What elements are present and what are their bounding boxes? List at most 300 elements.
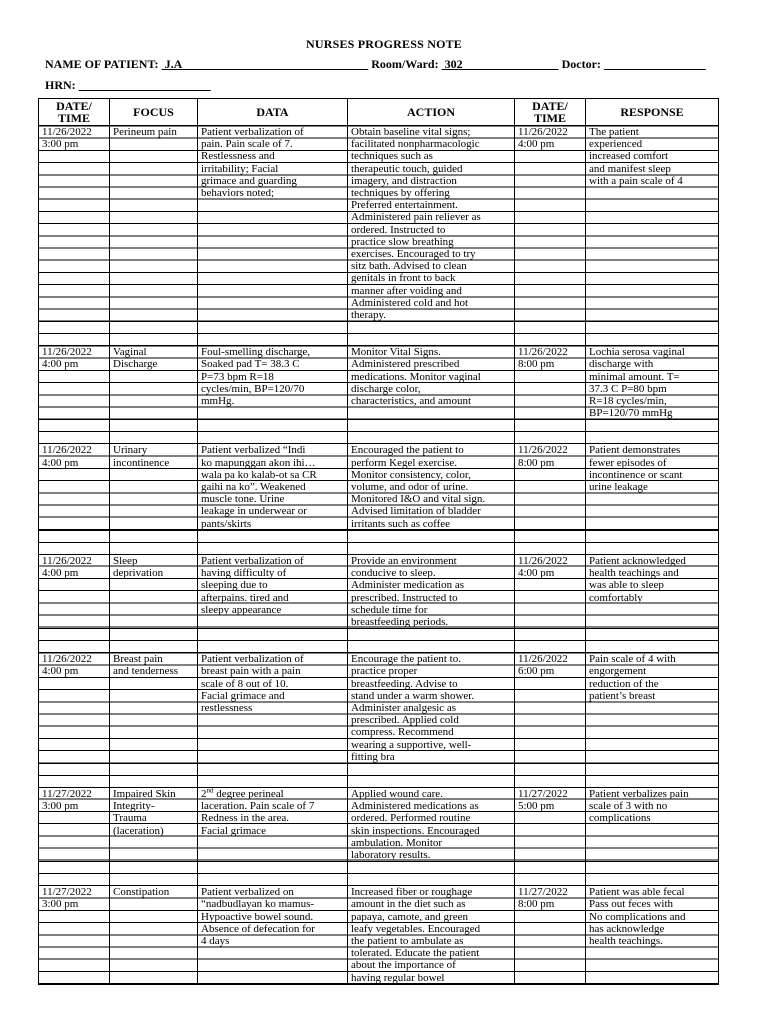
cell-text-line: imagery, and distraction — [351, 174, 457, 187]
blank-row — [39, 874, 719, 886]
entry-focus[interactable] — [110, 126, 198, 322]
cell-text-line: Encourage the patient to. — [351, 653, 461, 666]
blank-cell[interactable] — [198, 322, 348, 334]
blank-row — [39, 763, 719, 775]
cell-text-line: 11/26/2022 — [42, 554, 92, 567]
cell-text-line: Increased fiber or roughage — [351, 886, 473, 899]
patient-info-line — [45, 57, 706, 72]
cell-text-line: 4:00 pm — [42, 456, 79, 469]
entry-date-time[interactable] — [39, 346, 110, 420]
blank-cell[interactable] — [110, 775, 198, 787]
cell-text-line: ordered. Instructed to — [351, 223, 446, 236]
cell-text-line: The patient — [589, 126, 639, 138]
doctor-label: Doctor: — [561, 57, 601, 71]
cell-text-line: tolerated. Educate the patient — [351, 947, 480, 960]
cell-text-line: having difficulty of — [201, 567, 287, 580]
cell-text-line: wearing a supportive, well- — [351, 738, 472, 751]
entry-action[interactable] — [348, 444, 515, 530]
cell-text-line: Discharge — [113, 358, 158, 371]
cell-text-line: 3:00 pm — [42, 800, 79, 813]
cell-text-line: Encouraged the patient to — [351, 444, 464, 457]
blank-cell[interactable] — [515, 629, 586, 641]
table-row — [39, 444, 719, 530]
cell-text-line: manner after voiding and — [351, 284, 462, 297]
cell-text-line: irritants such as coffee — [351, 517, 451, 530]
cell-text-line: R=18 cycles/min, — [589, 395, 667, 408]
cell-text-line: Patient verbalization of — [201, 126, 304, 138]
cell-text-line: amount in the diet such as — [351, 898, 466, 911]
entry-response-date-time[interactable] — [515, 126, 586, 322]
cell-text-line: has acknowledge — [589, 922, 665, 935]
blank-cell[interactable] — [586, 542, 719, 554]
cell-text-line: Restlessness and — [201, 150, 275, 163]
cell-text-line: skin inspections. Encouraged — [351, 824, 480, 837]
cell-text-line: compress. Recommend — [351, 726, 454, 739]
entry-action[interactable] — [348, 554, 515, 628]
blank-cell[interactable] — [515, 862, 586, 874]
cell-text-line: restlessness — [201, 701, 253, 714]
cell-text-line: sitz bath. Advised to clean — [351, 260, 467, 273]
cell-text-line: 11/27/2022 — [42, 787, 92, 800]
cell-text-line: 11/26/2022 — [518, 554, 568, 567]
cell-text-line: Absence of defecation for — [201, 922, 315, 935]
cell-text-line: engorgement — [589, 665, 647, 678]
document-title: NURSES PROGRESS NOTE — [305, 37, 463, 51]
cell-text-line: and tenderness — [113, 665, 179, 678]
entry-action[interactable] — [348, 653, 515, 764]
column-header-response-date-time: DATE/ TIME — [515, 99, 586, 126]
entry-data[interactable] — [198, 126, 348, 322]
blank-cell[interactable] — [39, 862, 110, 874]
entry-focus[interactable] — [110, 444, 198, 530]
cell-text-line: pants/skirts — [201, 517, 252, 530]
entry-date-time[interactable] — [39, 886, 110, 985]
entry-response-date-time[interactable] — [515, 444, 586, 530]
cell-text-line: Administer analgesic as — [351, 701, 457, 714]
cell-text-line: Pain scale of 4 with — [589, 653, 676, 666]
cell-text-line: Urinary — [113, 444, 148, 457]
blank-cell[interactable] — [586, 862, 719, 874]
cell-text-line: Administered prescribed — [351, 358, 460, 371]
blank-cell[interactable] — [348, 641, 515, 653]
blank-cell[interactable] — [198, 641, 348, 653]
column-header-action: ACTION — [348, 99, 515, 126]
cell-text-line: P=73 bpm R=18 — [201, 370, 274, 383]
blank-cell[interactable] — [586, 874, 719, 886]
blank-cell[interactable] — [586, 763, 719, 775]
blank-cell[interactable] — [348, 432, 515, 444]
blank-cell[interactable] — [515, 874, 586, 886]
cell-text-line: minimal amount. T= — [589, 370, 680, 383]
cell-text-line: wala pa ko kalab-ot sa CR — [201, 468, 317, 481]
cell-text-line: Preferred entertainment. — [351, 199, 458, 212]
cell-text-line: prescribed. Instructed to — [351, 591, 458, 604]
cell-text-line: prescribed. Applied cold — [351, 714, 459, 727]
cell-text-line: Integrity- — [113, 800, 155, 813]
cell-text-line: ko mapunggan akon ihi… — [201, 456, 316, 469]
cell-text-line: Perineum pain — [113, 126, 177, 138]
entry-data[interactable] — [198, 886, 348, 985]
cell-text-line: sleepy appearance — [201, 603, 282, 616]
blank-cell[interactable] — [198, 530, 348, 542]
blank-cell[interactable] — [586, 334, 719, 346]
column-header-date-time: DATE/ TIME — [39, 99, 110, 126]
cell-text-line: 11/26/2022 — [518, 126, 568, 138]
room-ward-label: Room/Ward: — [371, 57, 439, 71]
cell-text-line: 4:00 pm — [42, 665, 79, 678]
entry-date-time[interactable] — [39, 554, 110, 628]
cell-text-line: discharge with — [589, 358, 654, 371]
entry-response[interactable] — [586, 787, 719, 861]
cell-text-line: Trauma — [113, 812, 147, 825]
cell-text-line: 6:00 pm — [518, 665, 555, 678]
blank-cell[interactable] — [39, 775, 110, 787]
cell-text-line: pain. Pain scale of 7. — [201, 138, 293, 151]
cell-text-line: Patient acknowledged — [589, 554, 686, 567]
cell-text-line: incontinence or scant — [589, 468, 683, 481]
table-row — [39, 787, 719, 861]
blank-cell[interactable] — [515, 530, 586, 542]
blank-cell[interactable] — [348, 322, 515, 334]
cell-text-line: Provide an environment — [351, 554, 457, 567]
cell-text-line: Obtain baseline vital signs; — [351, 126, 471, 138]
blank-row — [39, 334, 719, 346]
blank-cell[interactable] — [348, 420, 515, 432]
entry-response[interactable] — [586, 346, 719, 420]
blank-cell[interactable] — [348, 530, 515, 542]
column-header-response: RESPONSE — [586, 99, 719, 126]
cell-text-line: Redness in the area. — [201, 812, 289, 825]
table-header-row — [39, 99, 719, 126]
cell-text-line: breast pain with a pain — [201, 665, 301, 678]
entry-response[interactable] — [586, 444, 719, 530]
cell-text-line: 11/27/2022 — [518, 886, 568, 899]
cell-text-line: Patient was able fecal — [589, 886, 685, 899]
cell-text-line: laceration. Pain scale of 7 — [201, 800, 315, 813]
blank-row — [39, 641, 719, 653]
blank-cell[interactable] — [39, 322, 110, 334]
cell-text-line: 4:00 pm — [518, 567, 555, 580]
blank-cell[interactable] — [110, 420, 198, 432]
entry-action[interactable] — [348, 126, 515, 322]
column-header-focus: FOCUS — [110, 99, 198, 126]
blank-cell[interactable] — [110, 629, 198, 641]
blank-cell[interactable] — [586, 420, 719, 432]
column-header-data: DATA — [198, 99, 348, 126]
cell-text-line: practice proper — [351, 665, 418, 678]
entry-response-date-time[interactable] — [515, 886, 586, 985]
cell-text-line: leafy vegetables. Encouraged — [351, 922, 481, 935]
blank-row — [39, 629, 719, 641]
blank-cell[interactable] — [198, 862, 348, 874]
cell-text-line: Breast pain — [113, 653, 163, 666]
blank-cell[interactable] — [515, 420, 586, 432]
blank-cell[interactable] — [348, 334, 515, 346]
cell-text-line: experienced — [589, 138, 643, 151]
cell-text-line: 11/26/2022 — [518, 346, 568, 359]
blank-cell[interactable] — [39, 432, 110, 444]
cell-text-line: fewer episodes of — [589, 456, 667, 469]
entry-response[interactable] — [586, 126, 719, 322]
cell-text-line: 11/26/2022 — [518, 444, 568, 457]
cell-text-line: about the importance of — [351, 959, 456, 972]
cell-text-line: 8:00 pm — [518, 358, 555, 371]
blank-cell[interactable] — [198, 432, 348, 444]
cell-text-line: 4:00 pm — [42, 567, 79, 580]
cell-text-line: Hypoactive bowel sound. — [201, 910, 314, 923]
cell-text-line: patient’s breast — [589, 689, 656, 702]
cell-text-line: stand under a warm shower. — [351, 689, 475, 702]
entry-focus[interactable] — [110, 787, 198, 861]
blank-cell[interactable] — [348, 629, 515, 641]
cell-text-line: Patient demonstrates — [589, 444, 681, 457]
cell-text-line: Administered medications as — [351, 800, 479, 813]
cell-text-line: laboratory results. — [351, 848, 431, 861]
blank-cell[interactable] — [39, 641, 110, 653]
blank-row — [39, 530, 719, 542]
blank-cell[interactable] — [348, 775, 515, 787]
cell-text-line: Sleep — [113, 554, 138, 567]
cell-text-line: 11/26/2022 — [42, 126, 92, 138]
blank-cell[interactable] — [198, 542, 348, 554]
cell-text-line: Monitor consistency, color, — [351, 468, 471, 481]
blank-cell[interactable] — [39, 763, 110, 775]
cell-text-line: genitals in front to back — [351, 272, 456, 285]
blank-row — [39, 420, 719, 432]
cell-text-line: ambulation. Monitor — [351, 836, 443, 849]
cell-text-line: perform Kegel exercise. — [351, 456, 457, 469]
blank-cell[interactable] — [110, 322, 198, 334]
blank-row — [39, 775, 719, 787]
cell-text-line: Facial grimace and — [201, 689, 285, 702]
blank-cell[interactable] — [586, 530, 719, 542]
blank-cell[interactable] — [110, 432, 198, 444]
cell-text-line: characteristics, and amount — [351, 395, 472, 408]
cell-text-line: 11/26/2022 — [42, 444, 92, 457]
blank-cell[interactable] — [515, 334, 586, 346]
blank-cell[interactable] — [110, 530, 198, 542]
cell-text-line: techniques such as — [351, 150, 433, 163]
blank-cell[interactable] — [198, 775, 348, 787]
blank-cell[interactable] — [110, 862, 198, 874]
blank-cell[interactable] — [586, 629, 719, 641]
blank-cell[interactable] — [515, 775, 586, 787]
blank-cell[interactable] — [39, 874, 110, 886]
cell-text-line: 3:00 pm — [42, 898, 79, 911]
entry-response[interactable] — [586, 886, 719, 985]
blank-cell[interactable] — [39, 629, 110, 641]
blank-cell[interactable] — [515, 641, 586, 653]
cell-text-line: increased comfort — [589, 150, 669, 163]
entry-date-time[interactable] — [39, 787, 110, 861]
cell-text-line: 4 days — [201, 934, 230, 947]
cell-text-line: and manifest sleep — [589, 162, 671, 175]
cell-text-line: grimace and guarding — [201, 174, 297, 187]
cell-text-line: 5:00 pm — [518, 800, 555, 813]
entry-action[interactable] — [348, 886, 515, 985]
cell-text-line: 3:00 pm — [42, 138, 79, 151]
blank-cell[interactable] — [110, 763, 198, 775]
blank-row — [39, 432, 719, 444]
blank-cell[interactable] — [515, 322, 586, 334]
table-row — [39, 126, 719, 322]
blank-cell[interactable] — [39, 334, 110, 346]
cell-text-line: cycles/min, BP=120/70 — [201, 382, 305, 395]
cell-text-line: (laceration) — [113, 824, 164, 837]
cell-text-line: Pass out feces with — [589, 898, 674, 911]
blank-cell[interactable] — [198, 334, 348, 346]
blank-cell[interactable] — [348, 862, 515, 874]
entry-date-time[interactable] — [39, 653, 110, 764]
blank-cell[interactable] — [515, 432, 586, 444]
cell-text-line: papaya, camote, and green — [351, 910, 468, 923]
cell-text-line: breastfeeding. Advise to — [351, 677, 458, 690]
cell-text-line: breastfeeding periods. — [351, 615, 449, 628]
entry-date-time[interactable] — [39, 126, 110, 322]
cell-text-line: scale of 8 out of 10. — [201, 677, 289, 690]
entry-response-date-time[interactable] — [515, 787, 586, 861]
entry-data[interactable] — [198, 787, 348, 861]
cell-text-line: Patient verbalized on — [201, 886, 294, 899]
table-row — [39, 554, 719, 628]
blank-cell[interactable] — [515, 763, 586, 775]
cell-text-line: Impaired Skin — [113, 787, 176, 800]
cell-text-line: the patient to ambulate as — [351, 934, 464, 947]
cell-text-line: 11/27/2022 — [42, 886, 92, 899]
entry-focus[interactable] — [110, 886, 198, 985]
cell-text-line: Patient verbalization of — [201, 554, 304, 567]
blank-cell[interactable] — [348, 763, 515, 775]
entry-focus[interactable] — [110, 554, 198, 628]
blank-cell[interactable] — [348, 542, 515, 554]
blank-cell[interactable] — [110, 542, 198, 554]
cell-text-line: incontinence — [113, 456, 170, 469]
cell-text-line: 11/26/2022 — [518, 653, 568, 666]
entry-data[interactable] — [198, 346, 348, 420]
cell-text-line: 8:00 pm — [518, 456, 555, 469]
cell-text-line: 11/26/2022 — [42, 346, 92, 359]
cell-text-line: having regular bowel — [351, 971, 445, 984]
cell-text-line: mmHg. — [201, 395, 235, 408]
room-ward-value[interactable]: 302 — [444, 57, 463, 71]
blank-cell[interactable] — [39, 542, 110, 554]
ordinal-suffix: nd — [206, 787, 214, 795]
hrn-line — [45, 78, 211, 93]
blank-cell[interactable] — [110, 334, 198, 346]
patient-name-label: NAME OF PATIENT: — [45, 57, 159, 71]
cell-text-line: complications — [589, 812, 651, 825]
cell-text-line: Administered pain reliever as — [351, 211, 481, 224]
blank-cell[interactable] — [39, 530, 110, 542]
progress-notes-table — [38, 98, 719, 985]
cell-text-line: afterpains. tired and — [201, 591, 289, 604]
cell-text-line: Foul-smelling discharge, — [201, 346, 311, 359]
cell-text-line: leakage in underwear or — [201, 505, 307, 518]
cell-text-line: health teachings. — [589, 934, 663, 947]
cell-text-line: 4:00 pm — [518, 138, 555, 151]
cell-text-line: Advised limitation of bladder — [351, 505, 481, 518]
cell-text-line: 8:00 pm — [518, 898, 555, 911]
cell-text-line: comfortably — [589, 591, 643, 604]
blank-cell[interactable] — [586, 432, 719, 444]
cell-text-line — [201, 788, 344, 800]
cell-text-line: therapeutic touch, guided — [351, 162, 463, 175]
cell-text-line: irritability; Facial — [201, 162, 279, 175]
cell-text-line: urine leakage — [589, 481, 648, 494]
cell-text-line: medications. Monitor vaginal — [351, 370, 481, 383]
cell-text-line: scale of 3 with no — [589, 800, 668, 813]
entry-action[interactable] — [348, 346, 515, 420]
entry-data[interactable] — [198, 653, 348, 764]
cell-text-line: Constipation — [113, 886, 170, 899]
blank-cell[interactable] — [39, 420, 110, 432]
entry-response-date-time[interactable] — [515, 653, 586, 764]
ordinal-number: 2 — [201, 787, 207, 800]
cell-text-line: 4:00 pm — [42, 358, 79, 371]
cell-text-line: reduction of the — [589, 677, 659, 690]
entry-response-date-time[interactable] — [515, 554, 586, 628]
blank-cell[interactable] — [515, 542, 586, 554]
cell-text-line: fitting bra — [351, 750, 395, 763]
entry-data[interactable] — [198, 444, 348, 530]
cell-text-line: muscle tone. Urine — [201, 493, 285, 506]
entry-response[interactable] — [586, 554, 719, 628]
cell-text-line: Patient verbalizes pain — [589, 787, 689, 800]
entry-response-date-time[interactable] — [515, 346, 586, 420]
blank-row — [39, 322, 719, 334]
cell-text-line: “nadbudlayan ko mamus- — [201, 898, 315, 911]
hrn-value[interactable] — [79, 78, 211, 92]
blank-cell[interactable] — [586, 641, 719, 653]
blank-cell[interactable] — [586, 322, 719, 334]
cell-text-line: volume, and odor of urine. — [351, 481, 469, 494]
cell-text-line: Lochia serosa vaginal — [589, 346, 685, 359]
doctor-value[interactable] — [604, 57, 706, 71]
entry-response[interactable] — [586, 653, 719, 764]
blank-cell[interactable] — [348, 874, 515, 886]
cell-text-line: Administer medication as — [351, 579, 465, 592]
cell-text-line: discharge color, — [351, 382, 421, 395]
cell-text-line: exercises. Encouraged to try — [351, 248, 476, 261]
blank-cell[interactable] — [586, 775, 719, 787]
entry-action[interactable] — [348, 787, 515, 861]
hrn-label: HRN: — [45, 78, 76, 92]
blank-cell[interactable] — [110, 641, 198, 653]
cell-text-line: Patient verbalization of — [201, 653, 304, 666]
cell-text-line: No complications and — [589, 910, 686, 923]
cell-text-line: BP=120/70 mmHg — [589, 407, 673, 420]
blank-cell[interactable] — [198, 763, 348, 775]
ordinal-rest: degree perineal — [213, 787, 284, 800]
patient-name-value[interactable]: J.A — [164, 57, 183, 71]
entry-data[interactable] — [198, 554, 348, 628]
cell-text-line: gaihi na ko”. Weakened — [201, 481, 306, 494]
blank-row — [39, 862, 719, 874]
blank-cell[interactable] — [198, 874, 348, 886]
table-row — [39, 346, 719, 420]
cell-text-line: techniques by offering — [351, 187, 450, 200]
cell-text-line: with a pain scale of 4 — [589, 174, 683, 187]
blank-cell[interactable] — [198, 420, 348, 432]
entry-date-time[interactable] — [39, 444, 110, 530]
cell-text-line: 11/27/2022 — [518, 787, 568, 800]
cell-text-line: health teachings and — [589, 567, 679, 580]
blank-row — [39, 542, 719, 554]
blank-cell[interactable] — [110, 874, 198, 886]
entry-focus[interactable] — [110, 346, 198, 420]
entry-focus[interactable] — [110, 653, 198, 764]
blank-cell[interactable] — [198, 629, 348, 641]
